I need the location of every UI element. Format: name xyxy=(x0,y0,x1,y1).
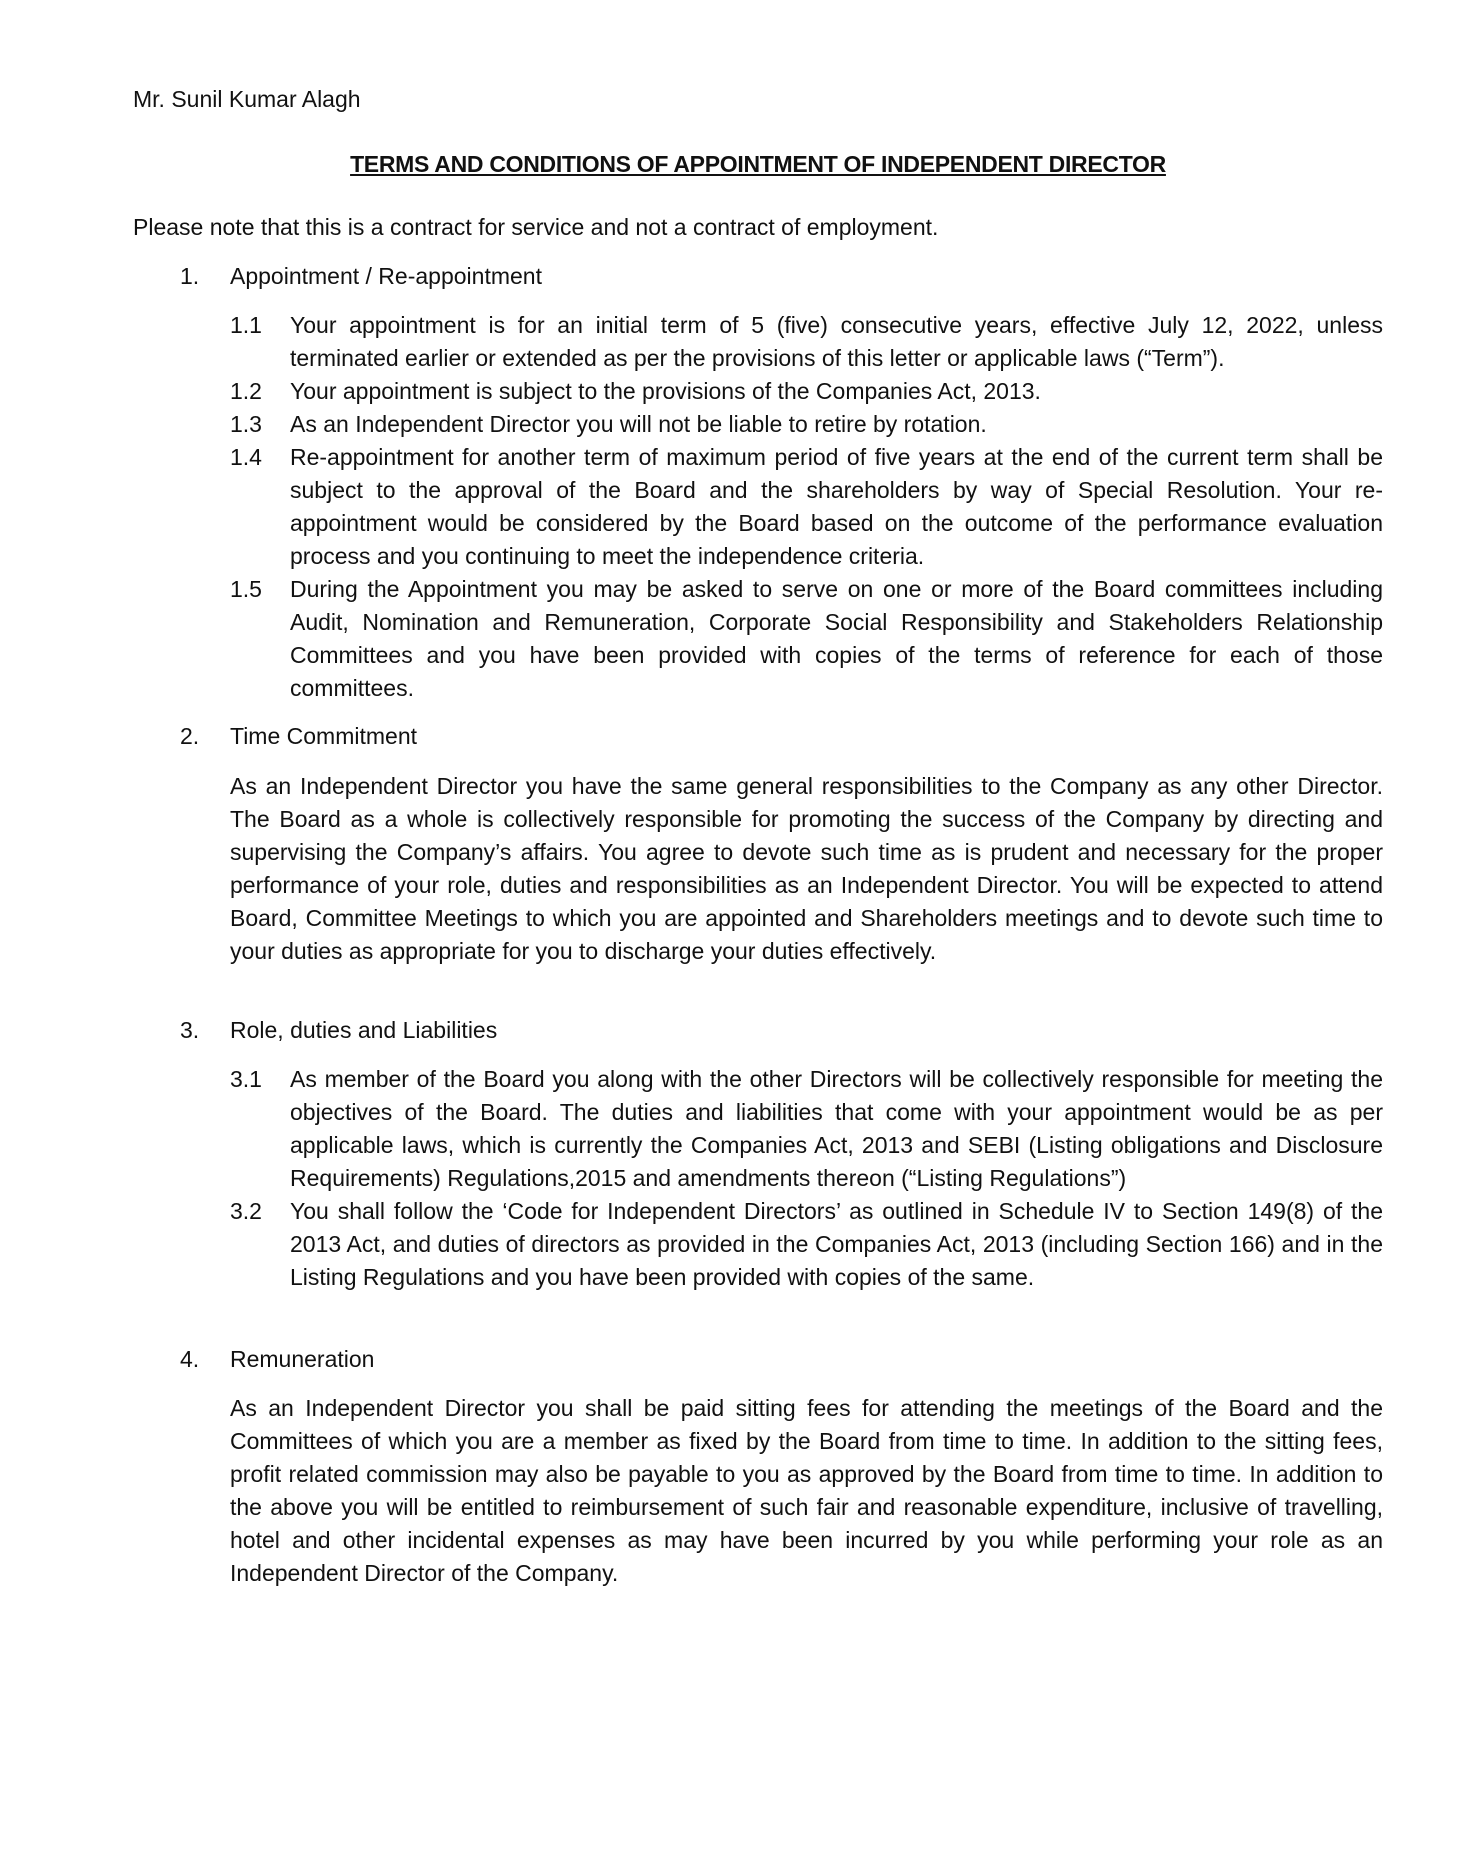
clause-number: 1.3 xyxy=(230,411,262,437)
clause-3-2 xyxy=(230,1195,1383,1294)
section-heading-appointment xyxy=(180,260,542,293)
intro-paragraph: Please note that this is a contract for service and not a contract of employment. xyxy=(133,214,939,240)
clause-text: As an Independent Director you will not be liable to retire by rotation. xyxy=(290,411,987,437)
section-1-clauses xyxy=(230,309,1383,705)
clause-number: 1.2 xyxy=(230,378,262,404)
section-4-body: As an Independent Director you shall be paid sitting fees for attending the meetings of the Board and the Committees of which you are a member as fixed by the Board from time to time. In addition to the sitting fees, profit related commission may also be payable to you as approved by the Board from time to time. In addition to the above you will be entitled to reimbursement of such fair and reasonable expenditure, inclusive of travelling, hotel and other incidental expenses as may have been incurred by you while performing your role as an Independent Director of the Company. xyxy=(230,1395,1383,1586)
clause-text: Your appointment is subject to the provisions of the Companies Act, 2013. xyxy=(290,378,1041,404)
clause-1-1 xyxy=(230,309,1383,375)
section-title: Appointment / Re-appointment xyxy=(230,263,542,289)
clause-number: 3.1 xyxy=(230,1066,262,1092)
addressee: Mr. Sunil Kumar Alagh xyxy=(133,86,361,112)
clause-number: 3.2 xyxy=(230,1198,262,1224)
clause-1-5 xyxy=(230,573,1383,705)
clause-1-3 xyxy=(230,408,1383,441)
section-number: 3. xyxy=(180,1017,200,1043)
clause-number: 1.4 xyxy=(230,444,262,470)
clause-number: 1.1 xyxy=(230,312,262,338)
section-number: 4. xyxy=(180,1346,200,1372)
section-title: Time Commitment xyxy=(230,723,417,749)
section-title: Role, duties and Liabilities xyxy=(230,1017,498,1043)
clause-3-1 xyxy=(230,1063,1383,1195)
clause-text: You shall follow the ‘Code for Independent Directors’ as outlined in Schedule IV to Section 149(8) of the 2013 Act, and duties of directors as provided in the Companies Act, 2013 (including Section 166) and in the Listing Regulations and you have been provided with copies of the same. xyxy=(290,1198,1383,1290)
clause-text: Re-appointment for another term of maximum period of five years at the end of the current term shall be subject to the approval of the Board and the shareholders by way of Special Resolution. Your re-appointment would be considered by the Board based on the outcome of the performance evaluation process and you continuing to meet the independence criteria. xyxy=(290,444,1383,569)
clause-text: During the Appointment you may be asked to serve on one or more of the Board committees including Audit, Nomination and Remuneration, Corporate Social Responsibility and Stakeholders Relationship Committees and you have been provided with copies of the terms of reference for each of those committees. xyxy=(290,576,1383,701)
section-heading-time-commitment xyxy=(180,720,417,753)
section-number: 1. xyxy=(180,263,200,289)
section-number: 2. xyxy=(180,723,200,749)
clause-text: As member of the Board you along with the other Directors will be collectively responsible for meeting the objectives of the Board. The duties and liabilities that come with your appointment would be as per applicable laws, which is currently the Companies Act, 2013 and SEBI (Listing obligations and Disclosure Requirements) Regulations,2015 and amendments thereon (“Listing Regulations”) xyxy=(290,1066,1383,1191)
section-heading-remuneration xyxy=(180,1343,374,1376)
section-2-body: As an Independent Director you have the same general responsibilities to the Company as any other Director. The Board as a whole is collectively responsible for promoting the success of the Company by directing and supervising the Company’s affairs. You agree to devote such time as is prudent and necessary for the proper performance of your role, duties and responsibilities as an Independent Director. You will be expected to attend Board, Committee Meetings to which you are appointed and Shareholders meetings and to devote such time to your duties as appropriate for you to discharge your duties effectively. xyxy=(230,773,1383,964)
clause-1-2 xyxy=(230,375,1383,408)
section-title: Remuneration xyxy=(230,1346,375,1372)
clause-text: Your appointment is for an initial term of 5 (five) consecutive years, effective July 12, 2022, unless terminated earlier or extended as per the provisions of this letter or applicable laws (“Term”). xyxy=(290,312,1383,371)
clause-number: 1.5 xyxy=(230,576,262,602)
section-3-clauses xyxy=(230,1063,1383,1294)
section-heading-role-duties xyxy=(180,1014,497,1047)
clause-1-4 xyxy=(230,441,1383,573)
document-title: TERMS AND CONDITIONS OF APPOINTMENT OF INDEPENDENT DIRECTOR xyxy=(350,151,1166,177)
